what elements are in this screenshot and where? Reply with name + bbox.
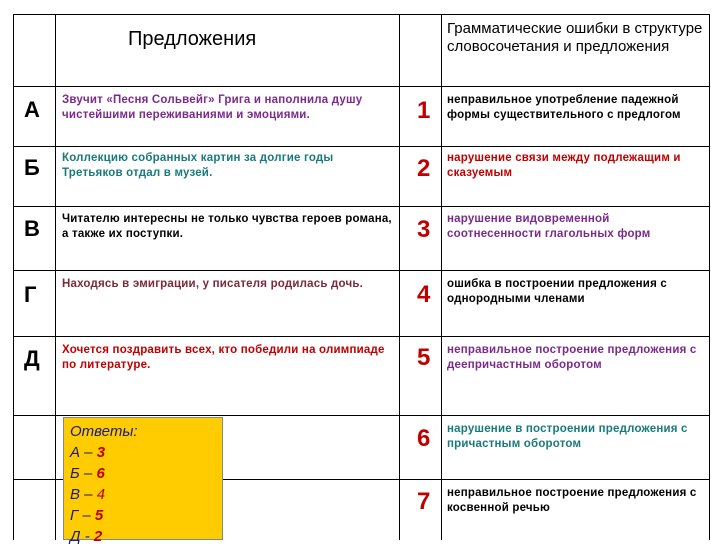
row-error: неправильное построение предложения с косвенной речью [447, 487, 697, 514]
row-error: нарушение в построении предложения с причастным оборотом [447, 423, 688, 450]
answers-title: Ответы: [70, 423, 138, 440]
answer-value: 5 [94, 507, 104, 524]
answer-value: 2 [93, 528, 103, 545]
row-sentence: Коллекцию собранных картин за долгие годы Третьяков отдал в музей. [62, 152, 334, 179]
answer-letter: А – [70, 444, 97, 461]
row-letter: Г [24, 282, 37, 307]
answer-line [70, 505, 216, 526]
row-number: 5 [417, 344, 431, 371]
answer-value: 3 [96, 444, 106, 461]
row-sentence: Читателю интересны не только чувства героев романа, а также их поступки. [62, 213, 392, 240]
answer-letter: Г – [70, 507, 95, 524]
row-letter: В [24, 216, 40, 241]
row-number: 2 [417, 155, 431, 182]
row-error: неправильное употребление падежной формы существительного с предлогом [447, 94, 681, 121]
answer-value: 6 [96, 465, 105, 482]
answer-letter: Д - [70, 528, 94, 545]
answer-value: 4 [96, 486, 106, 503]
answer-line [70, 442, 216, 463]
row-error: нарушение видовременной соотнесенности глагольных форм [447, 213, 651, 240]
row-number: 4 [417, 281, 431, 308]
row-sentence: Звучит «Песня Сольвейг» Грига и наполнила душу чистейшими переживаниями и эмоциями. [62, 94, 363, 121]
row-error: ошибка в построении предложения с однородными членами [447, 278, 667, 305]
row-error: нарушение связи между подлежащим и сказуемым [447, 152, 681, 179]
row-number: 1 [417, 97, 431, 124]
answer-line [70, 484, 216, 505]
row-number: 7 [417, 488, 431, 515]
row-number: 6 [417, 425, 431, 452]
row-sentence: Находясь в эмиграции, у писателя родилась дочь. [62, 278, 363, 290]
answer-line [70, 463, 216, 484]
row-error: неправильное построение предложения с деепричастным оборотом [447, 344, 697, 371]
answer-letter: Б – [70, 465, 97, 482]
answers-box [63, 417, 223, 545]
header-errors: Грамматические ошибки в структуре словосочетания и предложения [447, 20, 703, 55]
row-letter: Б [24, 155, 40, 180]
header-sentences: Предложения [128, 28, 257, 50]
row-letter: А [24, 97, 40, 122]
answer-letter: В – [70, 486, 97, 503]
answer-line [70, 526, 216, 547]
row-sentence: Хочется поздравить всех, кто победили на олимпиаде по литературе. [62, 344, 385, 371]
row-number: 3 [417, 216, 431, 243]
row-letter: Д [24, 346, 40, 371]
